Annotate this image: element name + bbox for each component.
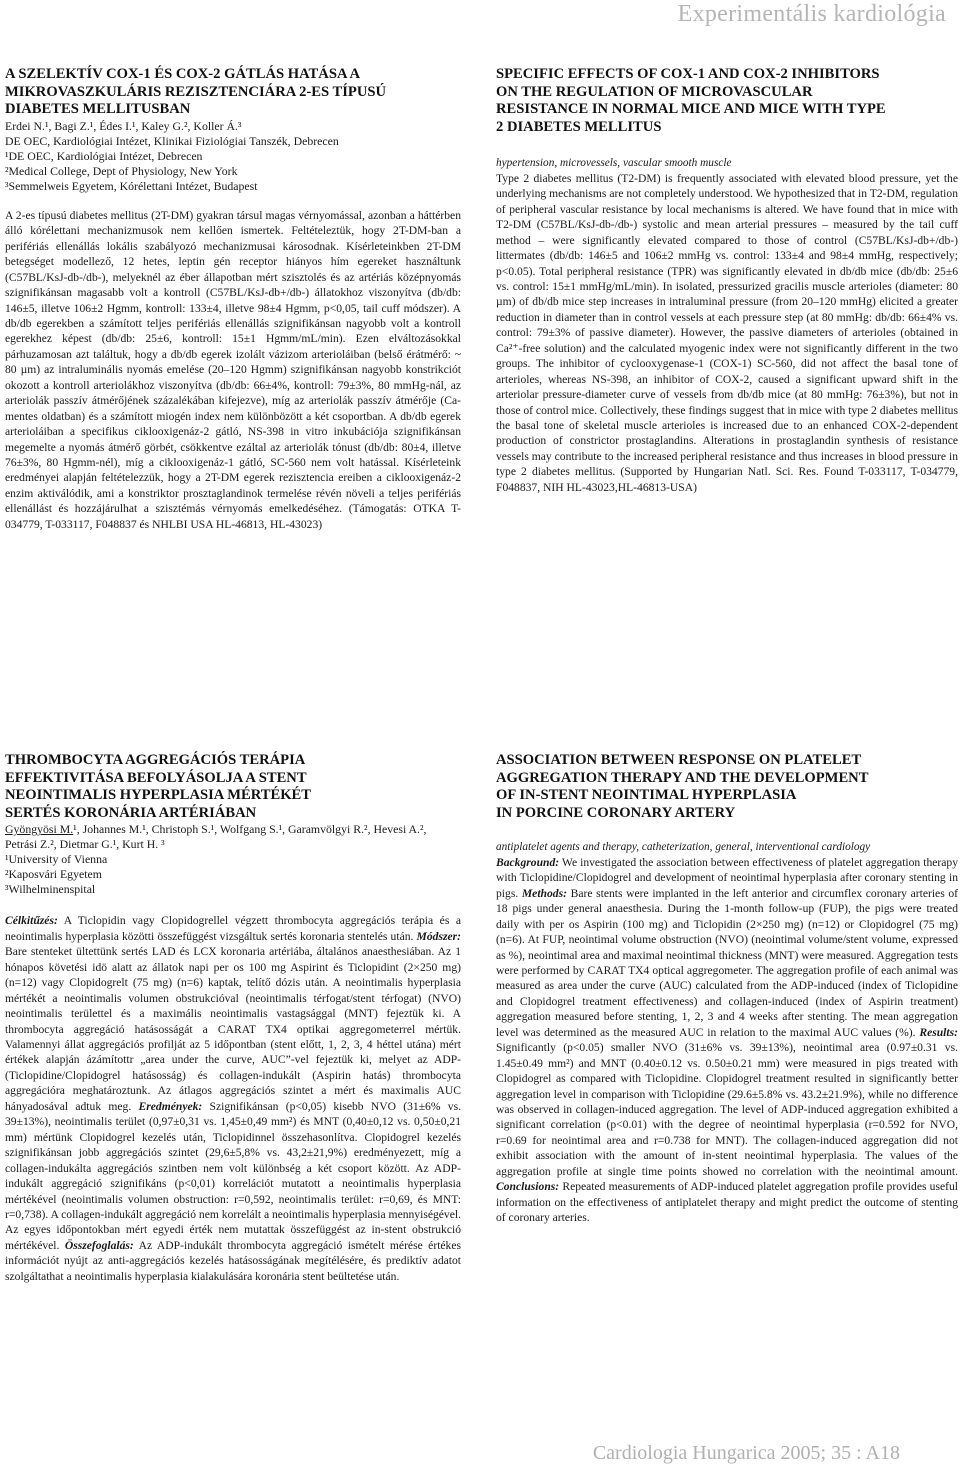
title-line: AGGREGATION THERAPY AND THE DEVELOPMENT	[496, 769, 869, 786]
abstract-body	[5, 913, 461, 1284]
abstract-title	[5, 66, 461, 119]
title-line: OF IN-STENT NEOINTIMAL HYPERPLASIA	[496, 787, 797, 804]
title-line: 2 DIABETES MELLITUS	[496, 118, 662, 135]
section-label-methods: Módszer:	[416, 929, 461, 943]
abstract-title	[496, 66, 958, 136]
journal-citation-footer: Cardiologia Hungarica 2005; 35 : A18	[592, 1442, 900, 1464]
section-label-results: Eredmények:	[138, 1099, 203, 1113]
abstract-platelet-hu	[5, 752, 461, 1284]
title-line: A SZELEKTÍV COX-1 ÉS COX-2 GÁTLÁS HATÁSA A	[5, 66, 361, 82]
title-line: DIABETES MELLITUSBAN	[5, 101, 191, 118]
title-line: NEOINTIMALIS HYPERPLASIA MÉRTÉKÉT	[5, 787, 312, 804]
presenting-author: Gyöngyösi M.	[5, 822, 74, 837]
title-line: ON THE REGULATION OF MICROVASCULAR	[496, 83, 813, 100]
affiliation: ³Wilhelminenspital	[5, 882, 96, 897]
section-aims: A Ticlopidin vagy Clopidogrellel végzett thrombocyta aggregációs terápia és a neointimalis hyperplasia közötti összefüggést vizsgáltuk sertés koronaria stentelés után.	[5, 914, 461, 943]
affiliation: DE OEC, Kardiológiai Intézet, Klinikai Fiziológiai Tanszék, Debrecen	[5, 133, 339, 148]
journal-section-header: Experimentális kardiológia	[677, 1, 946, 27]
affiliation-list	[5, 134, 461, 194]
title-line: IN PORCINE CORONARY ARTERY	[496, 804, 736, 821]
keywords: antiplatelet agents and therapy, catheterization, general, interventional cardiology	[496, 841, 871, 854]
abstract-platelet-en	[496, 752, 958, 1226]
abstract-body: Type 2 diabetes mellitus (T2-DM) is frequently associated with elevated blood pressure, yet the underlying mechanisms are not completely understood. We hypothesized that in T2-DM, regulation of peripheral vascular resistance by local mechanisms is altered. We have found that in mice with T2-DM (C57BL/KsJ-db-/db-) systolic and mean arterial pressures – measured by the tail cuff method – were significantly elevated compared to those of control (C57BL/KsJ-db+/db-) littermates (db/db: 146±5 and 106±2 mmHg vs. control: 133±4 and 98±4 mmHg, respectively; p<0.05). Total peripheral resistance (TPR) was significantly elevated in db/db mice (db/db: 25±6 vs. control: 15±1 mmHg/mL/min). In isolated, pressurized gracilis muscle arterioles (diameter: 80 µm) of db/db mice step increases in intraluminal pressure (from 20–120 mmHg) elicited a greater reduction in diameter than in control vessels at each pressure step (at 80 mmHg: db/db: 66±4% vs. control: 79±3% of passive diameter). However, the passive diameters of arterioles (obtained in Ca²⁺-free solution) and the calculated myogenic index were not significantly different in the two groups. The inhibitor of cyclooxygenase-1 (COX-1) SC-560, did not affect the basal tone of arterioles, whereas NS-398, an inhibitor of COX-2, caused a significant upward shift in the arteriolar pressure-diameter curve of vessels from db/db mice (at 80 mmHg: 76±3%), but not in those of control mice. Collectively, these findings suggest that in mice with type 2 diabetes mellitus the basal tone of skeletal muscle arterioles is increased due to an enhanced COX-2-dependent production of constrictor prostaglandins. Alterations in prostaglandin synthesis of resistance vessels may contribute to the increased peripheral resistance and thus increases in blood pressure in type 2 diabetes mellitus. (Supported by Hungarian Natl. Sci. Res. Found T-033117, T-034779, F048837, NIH HL-43023,HL-46813-USA)	[496, 171, 958, 494]
section-label-aims: Célkitűzés:	[5, 914, 58, 928]
affiliation: ²Kaposvári Egyetem	[5, 867, 102, 882]
section-label-conclusion: Összefoglalás:	[64, 1238, 134, 1252]
title-line: THROMBOCYTA AGGREGÁCIÓS TERÁPIA	[5, 752, 306, 768]
title-line: ASSOCIATION BETWEEN RESPONSE ON PLATELET	[496, 752, 862, 768]
title-line: SPECIFIC EFFECTS OF COX-1 AND COX-2 INHIBITORS	[496, 66, 880, 82]
section-label-conclusions: Conclusions:	[496, 1180, 560, 1194]
abstract-body	[496, 855, 958, 1226]
section-methods: Bare stenteket ültettünk sertés LAD és LCX koronaria artériába, általános anaesthesiában. Az 1 hónapos követési idö alatt az állatok napi per os 100 mg Aspirint és Ticlopidint (2×250 mg) (n=12) vagy Clopidogrelt (75 mg) (n=6) kaptak, telítő dózis után. A neointimalis hyperplasia mértékét a neointimalis volumen obstrukcióval (neointimalis térfogat/stent térfogat) (NVO) neointimalis területtel és a maximális neointimalis vastagsággal (MNT) fejeztük ki. A thrombocyta aggregáció hatásosságát a CARAT TX4 optikai aggregometerrel mértük. Valamennyi állat aggregációs profilját az 5 időpontban (stent előtt, 1, 2, 3, 4 héttel utána) mért értékek alapján ázámítottr „area under the curve, AUC”-vel fejeztük ki, melyet az ADP- (Ticlopidine/Clopidogrel hatásosság) és collagen-indukált (Aspirin hatás) thrombocyta aggregációra meghatároztunk. Az átlagos aggregációs szintet a mért és maximalis AUC hányadosával adtuk meg.	[5, 945, 461, 1113]
affiliation: ²Medical College, Dept of Physiology, New York	[5, 163, 238, 178]
section-label-background: Background:	[496, 855, 560, 869]
section-conclusion: Az ADP-indukált thrombocyta aggregáció ismételt mérése értékes információt nyújt az anti-aggregációs kezelés hatásosságának megítélésére, és prediktív adatot szolgáltathat a neointimalis hyperplasia kialakulására koronária stent beültetése után.	[5, 1238, 462, 1283]
co-authors: ¹, Johannes M.¹, Christoph S.¹, Wolfgang S.¹, Garamvölgyi R.², Hevesi A.², Petrási Z.², Dietmar G.¹, Kurt H. ³	[5, 822, 427, 852]
section-results: Significantly (p<0.05) smaller NVO (31±6% vs. 39±13%), neointimal area (0.97±0.31 vs. 1.45±0.49 mm²) and MNT (0.40±0.12 vs. 0.50±0.21 mm) were measured in pigs treated with Clopidogrel as compared with Ticlopidine. Clopidogrel treatment resulted in significantly better aggregation level in comparison with Ticlopidine (29.6±5.8% vs. 43.2±21.9%), while no difference was observed in collagen-induced aggregation. The level of ADP-induced aggregation exhibited a significant correlation (p<0.01) with the degree of neointimal hyperplasia (r=0.592 for NVO, r=0.69 for neointimal area and r=0.738 for MNT). The collagen-induced aggregation did not exhibit association with the amount of in-stent neointimal hyperplasia. The values of the aggregation profile at single time points showed no correlation with the neointimal amount.	[496, 1041, 958, 1178]
affiliation: ¹DE OEC, Kardiológiai Intézet, Debrecen	[5, 148, 203, 163]
title-line: EFFEKTIVITÁSA BEFOLYÁSOLJA A STENT	[5, 769, 307, 786]
author-list	[5, 822, 461, 852]
abstract-title	[496, 752, 958, 822]
section-methods: Bare stents were implanted in the left anterior and circumflex coronary arteries of 18 pigs under general anaesthesia. During the 1-month follow-up (FUP), the pigs were treated daily with per os Aspirin (100 mg) and Ticlopidin (2×250 mg) (n=12) or Clopidogrel (75 mg) (n=6). At FUP, neointimal volume obstruction (NVO) (neointimal volume/stent volume, expressed as %), neointimal area and maximal neointimal thickness (MNT) were measured. Aggregation tests were performed by CARAT TX4 optical aggregometer. The aggregation profile of each animal was measured as area under the curve (AUC) calculated from the ADP-induced (index of Ticlopidine and Clopidogrel treatment effectiveness) and collagen-induced (index of Aspirin treatment) aggregation measured before stenting, 1, 2, 3 and 4 weeks after stenting. The mean aggregation level was determined as the measured AUC in relation to the maximal AUC values (%).	[496, 886, 959, 1039]
section-results: Szignifikánsan (p<0,05) kisebb NVO (31±6% vs. 39±13%), neointimalis terület (0,97±0,31 vs. 1,45±0,49 mm²) és MNT (0,40±0,12 vs. 0,50±0,21 mm) mértünk Clopidogrel kezelés után, Ticlopidinnel összehasonlítva. Clopidogrel kezelés szignifikánsan jobb aggregációs szintet (29,6±5,8% vs. 43,2±21,9%) eredményezett, míg a collagen-indukálta aggregációs szintben nem volt különbség a két csoport között. Az ADP-indukált aggregáció szignifikáns (p<0,01) korrelációt mutatott a neointimalis hyperplasia mértékével (neointimalis volumen obstruction: r=0,592, neointimalis terület: r=0,69, és MNT: r=0,738). A collagen-indukált aggregáció nem korrelált a neointimalis hyperplasia mennyiségével. Az egyes időpontokban mért egyedi érték nem mutattak összefüggést az in-stent obstrukció mértékével.	[5, 1099, 461, 1252]
author-list: Erdei N.¹, Bagi Z.¹, Édes I.¹, Kaley G.², Koller Á.³	[5, 118, 242, 133]
section-background: We investigated the association between effectiveness of platelet aggregation therapy with Ticlopidine/Clopidogrel and development of neointimal hyperplasia after coronary stenting in pigs.	[496, 855, 958, 900]
title-line: RESISTANCE IN NORMAL MICE AND MICE WITH TYPE	[496, 101, 886, 118]
affiliation-list	[5, 852, 461, 897]
affiliation: ¹University of Vienna	[5, 852, 108, 867]
abstract-cox-en	[496, 66, 958, 495]
affiliation: ³Semmelweis Egyetem, Kórélettani Intézet, Budapest	[5, 178, 258, 193]
section-conclusions: Repeated measurements of ADP-induced platelet aggregation profile provides useful information on the effectiveness of antiplatelet therapy and might predict the outcome of stenting of coronary arteries.	[496, 1180, 958, 1225]
abstract-cox-hu	[5, 66, 461, 532]
keywords: hypertension, microvessels, vascular smooth muscle	[496, 157, 732, 170]
title-line: SERTÉS KORONÁRIA ARTÉRIÁBAN	[5, 804, 257, 821]
section-label-methods: Methods:	[521, 886, 567, 900]
abstract-title	[5, 752, 461, 822]
title-line: MIKROVASZKULÁRIS REZISZTENCIÁRA 2-ES TÍPUSÚ	[5, 83, 387, 100]
section-label-results: Results:	[919, 1025, 958, 1039]
abstract-body: A 2-es típusú diabetes mellitus (2T-DM) gyakran társul magas vérnyomással, azonban a háttérben álló kórélettani mechanizmusok nem kellően ismertek. Feltételeztük, hogy 2T-DM-ban a perifériás ellenállás lokális szabályozó mechanizmusai károsodnak. Kísérleteinkben 2T-DM betegséget modellező, 12 hetes, leptin gén receptor hiányos hím egereket használtunk (C57BL/KsJ-db-/db-), melyeknél az éber állapotban mért szisztolés és az artériás középnyomás szignifikánsan magasabb volt a kontroll (C57BL/KsJ-db+/db-) állatokhoz viszonyítva (db/db: 146±5, illetve 106±2 Hgmm, kontroll: 133±4, illetve 98±4 Hgmm, p<0,05, tail cuff módszer). A db/db egerekben a számított teljes perifériás ellenállás szignifikánsan nagyobb volt a kontroll egerekhez képest (db/db: 25±6, kontroll: 15±1 Hgmm/mL/min). Ezen elváltozásokkal párhuzamosan azt találtuk, hogy a db/db egerek izolált vázizom arterioláiban (belső érátmérő: ~ 80 µm) az intraluminális nyomás emelése (20–120 Hgmm) szignifikánsan nagyobb konstrikciót okozott a kontroll arteriolákhoz viszonyítva (db/db: 66±4%, kontroll: 79±3%, 80 mmHg-nál, az arteriolák passzív átmérőjének százalékában kifejezve), míg az arteriolák passzív átmérője (Ca-mentes oldatban) és a számított miogén index nem különbözött a két csoportban. A db/db egerek arterioláiban a specifikus ciklooxigenáz-2 gátló, NS-398 in vitro inkubációja szignifikánsan megemelte a nyomás átmérő görbét, csökkentve ezáltal az arteriolák tónust (db/db: 80±4, illetve 76±3%, 80 Hgmm-nél), míg a ciklooxigenáz-1 gátló, SC-560 nem volt hatással. Kísérleteink eredményei alapján feltételezzük, hogy a 2T-DM egerek rezisztencia ereiben a ciklooxigenáz-2 enzim aktiválódik, ami a konstriktor prosztaglandinok termelése révén növeli a teljes perifériás ellenállást és hozzájárulhat a szisztémás vérnyomás emelkedéséhez. (Támogatás: OTKA T-034779, T-033117, F048837 és NHLBI USA HL-46813, HL-43023)	[5, 208, 461, 531]
